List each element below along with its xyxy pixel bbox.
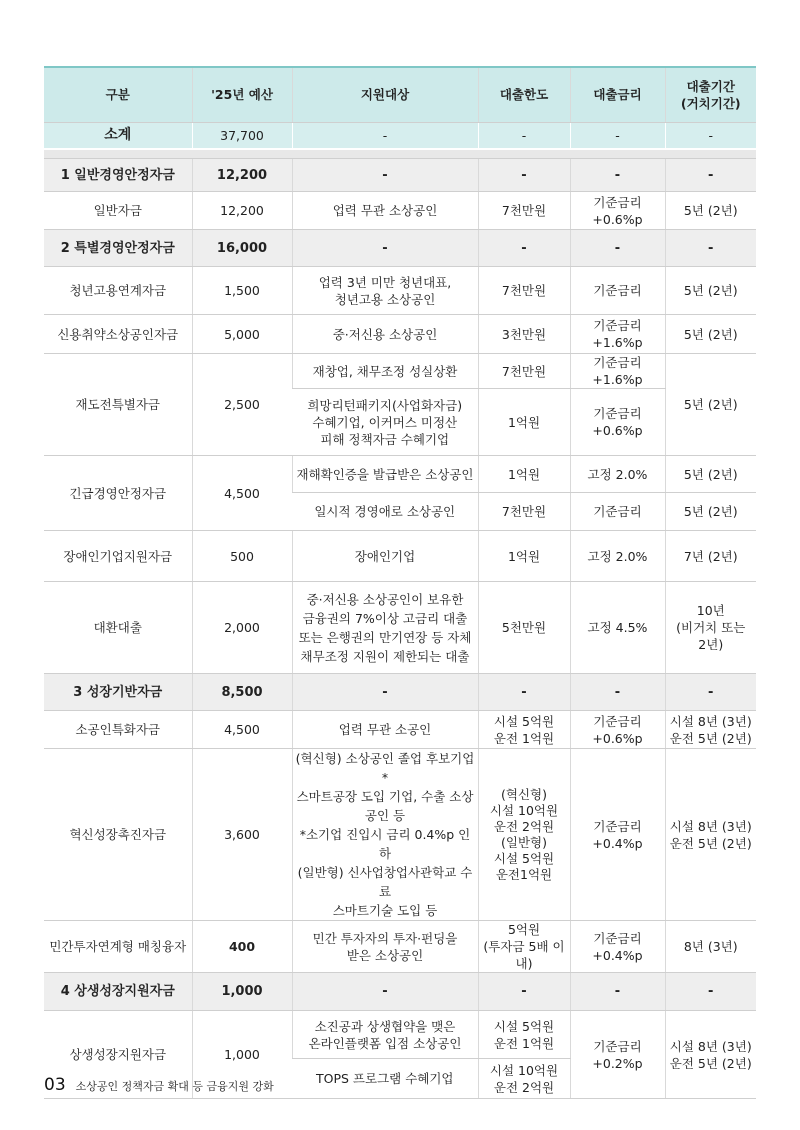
- table-row: [44, 531, 756, 582]
- table-row: [44, 1011, 756, 1059]
- subtotal-period: -: [665, 122, 756, 149]
- row-budget: 12,200: [192, 192, 292, 230]
- page-number: 03: [44, 1075, 66, 1095]
- row-period: 5년 (2년): [665, 493, 756, 531]
- category-row-winwin: [44, 973, 756, 1011]
- header-rate: 대출금리: [570, 67, 665, 122]
- category-row-general: [44, 159, 756, 192]
- row-target: 중·저신용 소상공인이 보유한 금융권의 7%이상 고금리 대출 또는 은행권의 만기연장 등 자체 채무조정 지원이 제한되는 대출: [292, 582, 478, 674]
- row-budget: 400: [192, 921, 292, 973]
- row-target: TOPS 프로그램 수혜기업: [292, 1059, 478, 1099]
- row-budget: 3,600: [192, 749, 292, 921]
- row-target: 중·저신용 소상공인: [292, 315, 478, 354]
- row-limit: 5억원 (투자금 5배 이내): [478, 921, 570, 973]
- row-limit: 5천만원: [478, 582, 570, 674]
- row-rate: 기준금리+0.2%p: [570, 1011, 665, 1099]
- row-limit: (혁신형) 시설 10억원 운전 2억원 (일반형) 시설 5억원 운전1억원: [478, 749, 570, 921]
- row-label: 재도전특별자금: [44, 354, 192, 456]
- table-row: [44, 267, 756, 315]
- subtotal-row: [44, 122, 756, 149]
- header-limit: 대출한도: [478, 67, 570, 122]
- row-budget: 1,500: [192, 267, 292, 315]
- category-limit: -: [478, 159, 570, 192]
- row-budget: 1,000: [192, 1011, 292, 1099]
- row-rate: 고정 2.0%: [570, 456, 665, 493]
- row-target: 일시적 경영애로 소상공인: [292, 493, 478, 531]
- table-row: [44, 711, 756, 749]
- row-period: 5년 (2년): [665, 456, 756, 493]
- row-limit: 7천만원: [478, 354, 570, 389]
- category-limit: -: [478, 973, 570, 1011]
- row-budget: 2,500: [192, 354, 292, 456]
- row-target: 민간 투자자의 투자·펀딩을 받은 소상공인: [292, 921, 478, 973]
- category-target: -: [292, 973, 478, 1011]
- row-rate: 고정 4.5%: [570, 582, 665, 674]
- row-period: 시설 8년 (3년) 운전 5년 (2년): [665, 1011, 756, 1099]
- row-limit: 7천만원: [478, 267, 570, 315]
- row-period: 5년 (2년): [665, 192, 756, 230]
- row-period: 10년 (비거치 또는 2년): [665, 582, 756, 674]
- table-row: [44, 192, 756, 230]
- row-budget: 4,500: [192, 456, 292, 531]
- row-target: 업력 3년 미만 청년대표, 청년고용 소상공인: [292, 267, 478, 315]
- row-limit: 시설 5억원 운전 1억원: [478, 1011, 570, 1059]
- category-rate: -: [570, 973, 665, 1011]
- row-label: 혁신성장촉진자금: [44, 749, 192, 921]
- row-target: 재창업, 채무조정 성실상환: [292, 354, 478, 389]
- subtotal-limit: -: [478, 122, 570, 149]
- table-row: [44, 582, 756, 674]
- subtotal-label: 소계: [44, 122, 192, 149]
- row-limit: 1억원: [478, 531, 570, 582]
- category-budget: 8,500: [192, 674, 292, 711]
- row-limit: 시설 5억원 운전 1억원: [478, 711, 570, 749]
- row-label: 장애인기업지원자금: [44, 531, 192, 582]
- header-category: 구분: [44, 67, 192, 122]
- category-limit: -: [478, 230, 570, 267]
- subtotal-rate: -: [570, 122, 665, 149]
- category-rate: -: [570, 674, 665, 711]
- row-limit: 3천만원: [478, 315, 570, 354]
- row-label: 신용취약소상공인자금: [44, 315, 192, 354]
- category-rate: -: [570, 159, 665, 192]
- category-label: 4 상생성장지원자금: [44, 973, 192, 1011]
- row-period: 8년 (3년): [665, 921, 756, 973]
- row-target: 소진공과 상생협약을 맺은 온라인플랫폼 입점 소상공인: [292, 1011, 478, 1059]
- row-period: 5년 (2년): [665, 267, 756, 315]
- row-label: 상생성장지원자금: [44, 1011, 192, 1099]
- row-rate: 고정 2.0%: [570, 531, 665, 582]
- row-label: 대환대출: [44, 582, 192, 674]
- subtotal-target: -: [292, 122, 478, 149]
- row-target: 업력 무관 소공인: [292, 711, 478, 749]
- row-label: 민간투자연계형 매칭융자: [44, 921, 192, 973]
- row-target: 희망리턴패키지(사업화자금) 수혜기업, 이커머스 미정산 피해 정책자금 수혜기업: [292, 389, 478, 456]
- row-period: 5년 (2년): [665, 354, 756, 456]
- row-rate: 기준금리+0.4%p: [570, 749, 665, 921]
- header-row: [44, 67, 756, 122]
- category-budget: 12,200: [192, 159, 292, 192]
- row-rate: 기준금리+0.6%p: [570, 389, 665, 456]
- spacer-row: [44, 149, 756, 159]
- table-row: [44, 749, 756, 921]
- row-target: 재해확인증을 발급받은 소상공인: [292, 456, 478, 493]
- category-limit: -: [478, 674, 570, 711]
- row-budget: 5,000: [192, 315, 292, 354]
- category-row-special: [44, 230, 756, 267]
- subtotal-budget: 37,700: [192, 122, 292, 149]
- table-row: [44, 315, 756, 354]
- category-period: -: [665, 230, 756, 267]
- table-row: [44, 456, 756, 493]
- row-target: (혁신형) 소상공인 졸업 후보기업* 스마트공장 도입 기업, 수출 소상공인 등 *소기업 진입시 금리 0.4%p 인하 (일반형) 신사업창업사관학교 수료 스마트기술 도입 등: [292, 749, 478, 921]
- row-budget: 2,000: [192, 582, 292, 674]
- row-rate: 기준금리+0.6%p: [570, 711, 665, 749]
- row-label: 청년고용연계자금: [44, 267, 192, 315]
- row-rate: 기준금리+0.4%p: [570, 921, 665, 973]
- row-period: 시설 8년 (3년) 운전 5년 (2년): [665, 711, 756, 749]
- row-label: 일반자금: [44, 192, 192, 230]
- category-target: -: [292, 159, 478, 192]
- category-target: -: [292, 230, 478, 267]
- row-limit: 1억원: [478, 456, 570, 493]
- header-period: 대출기간 (거치기간): [665, 67, 756, 122]
- row-limit: 7천만원: [478, 493, 570, 531]
- category-period: -: [665, 674, 756, 711]
- page-footer: [44, 1075, 274, 1095]
- category-budget: 1,000: [192, 973, 292, 1011]
- header-target: 지원대상: [292, 67, 478, 122]
- row-label: 소공인특화자금: [44, 711, 192, 749]
- row-limit: 시설 10억원 운전 2억원: [478, 1059, 570, 1099]
- row-limit: 1억원: [478, 389, 570, 456]
- category-budget: 16,000: [192, 230, 292, 267]
- row-period: 5년 (2년): [665, 315, 756, 354]
- row-rate: 기준금리: [570, 493, 665, 531]
- row-rate: 기준금리+1.6%p: [570, 354, 665, 389]
- footer-title: 소상공인 정책자금 확대 등 금융지원 강화: [75, 1080, 274, 1093]
- category-period: -: [665, 159, 756, 192]
- category-label: 1 일반경영안정자금: [44, 159, 192, 192]
- row-budget: 500: [192, 531, 292, 582]
- row-target: 업력 무관 소상공인: [292, 192, 478, 230]
- category-target: -: [292, 674, 478, 711]
- row-period: 시설 8년 (3년) 운전 5년 (2년): [665, 749, 756, 921]
- category-label: 2 특별경영안정자금: [44, 230, 192, 267]
- row-period: 7년 (2년): [665, 531, 756, 582]
- category-period: -: [665, 973, 756, 1011]
- category-row-growth: [44, 674, 756, 711]
- loan-fund-table: [44, 66, 756, 1099]
- row-target: 장애인기업: [292, 531, 478, 582]
- row-limit: 7천만원: [478, 192, 570, 230]
- row-budget: 4,500: [192, 711, 292, 749]
- table-row: [44, 921, 756, 973]
- category-rate: -: [570, 230, 665, 267]
- table-row: [44, 354, 756, 389]
- row-rate: 기준금리+1.6%p: [570, 315, 665, 354]
- row-label: 긴급경영안정자금: [44, 456, 192, 531]
- category-label: 3 성장기반자금: [44, 674, 192, 711]
- header-budget: '25년 예산: [192, 67, 292, 122]
- row-rate: 기준금리: [570, 267, 665, 315]
- row-rate: 기준금리+0.6%p: [570, 192, 665, 230]
